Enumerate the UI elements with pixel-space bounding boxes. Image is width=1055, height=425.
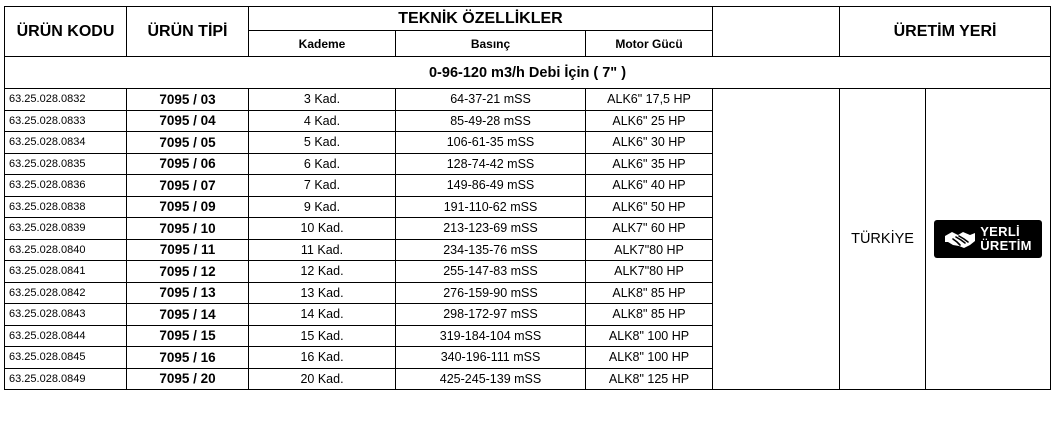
pressure-cell: 276-159-90 mSS	[396, 282, 586, 304]
type-cell: 7095 / 04	[127, 110, 249, 132]
origin-country: TÜRKİYE	[840, 89, 926, 390]
type-cell: 7095 / 16	[127, 347, 249, 369]
stage-cell: 10 Kad.	[249, 218, 396, 240]
code-cell: 63.25.028.0842	[5, 282, 127, 304]
section-title: 0-96-120 m3/h Debi İçin ( 7" )	[5, 57, 1051, 89]
stage-cell: 4 Kad.	[249, 110, 396, 132]
code-cell: 63.25.028.0844	[5, 325, 127, 347]
motor-cell: ALK6" 40 HP	[586, 175, 713, 197]
type-cell: 7095 / 11	[127, 239, 249, 261]
stage-cell: 13 Kad.	[249, 282, 396, 304]
product-rows	[5, 89, 1051, 390]
motor-cell: ALK6" 35 HP	[586, 153, 713, 175]
stage-cell: 16 Kad.	[249, 347, 396, 369]
stage-cell: 6 Kad.	[249, 153, 396, 175]
type-cell: 7095 / 12	[127, 261, 249, 283]
motor-cell: ALK8" 125 HP	[586, 368, 713, 390]
pressure-cell: 85-49-28 mSS	[396, 110, 586, 132]
code-cell: 63.25.028.0849	[5, 368, 127, 390]
pressure-cell: 425-245-139 mSS	[396, 368, 586, 390]
stage-cell: 15 Kad.	[249, 325, 396, 347]
type-cell: 7095 / 10	[127, 218, 249, 240]
code-cell: 63.25.028.0845	[5, 347, 127, 369]
pressure-cell: 298-172-97 mSS	[396, 304, 586, 326]
motor-cell: ALK6" 25 HP	[586, 110, 713, 132]
code-cell: 63.25.028.0833	[5, 110, 127, 132]
pressure-cell: 213-123-69 mSS	[396, 218, 586, 240]
header-motor-power: Motor Gücü	[586, 31, 713, 57]
stage-cell: 9 Kad.	[249, 196, 396, 218]
pressure-cell: 234-135-76 mSS	[396, 239, 586, 261]
motor-cell: ALK7" 60 HP	[586, 218, 713, 240]
motor-cell: ALK8" 100 HP	[586, 347, 713, 369]
header-stage: Kademe	[249, 31, 396, 57]
header-production-place: ÜRETİM YERİ	[840, 7, 1051, 57]
header-pressure: Basınç	[396, 31, 586, 57]
type-cell: 7095 / 07	[127, 175, 249, 197]
motor-cell: ALK8" 85 HP	[586, 282, 713, 304]
type-cell: 7095 / 14	[127, 304, 249, 326]
product-spec-table	[4, 6, 1051, 390]
pressure-cell: 191-110-62 mSS	[396, 196, 586, 218]
pressure-cell: 149-86-49 mSS	[396, 175, 586, 197]
badge-line-1: YERLİ	[980, 224, 1020, 239]
pressure-cell: 319-184-104 mSS	[396, 325, 586, 347]
pressure-cell: 128-74-42 mSS	[396, 153, 586, 175]
pressure-cell: 64-37-21 mSS	[396, 89, 586, 111]
handshake-icon	[944, 227, 976, 251]
badge-cell	[926, 89, 1051, 390]
badge-line-2: ÜRETİM	[980, 238, 1032, 253]
header-product-type: ÜRÜN TİPİ	[127, 7, 249, 57]
code-cell: 63.25.028.0834	[5, 132, 127, 154]
stage-cell: 14 Kad.	[249, 304, 396, 326]
code-cell: 63.25.028.0832	[5, 89, 127, 111]
stage-cell: 5 Kad.	[249, 132, 396, 154]
code-cell: 63.25.028.0838	[5, 196, 127, 218]
motor-cell: ALK8" 85 HP	[586, 304, 713, 326]
type-cell: 7095 / 03	[127, 89, 249, 111]
stage-cell: 7 Kad.	[249, 175, 396, 197]
type-cell: 7095 / 06	[127, 153, 249, 175]
yerli-uretim-badge	[934, 220, 1042, 258]
table-row	[5, 89, 1051, 111]
motor-cell: ALK7"80 HP	[586, 239, 713, 261]
motor-cell: ALK6" 17,5 HP	[586, 89, 713, 111]
pressure-cell: 340-196-111 mSS	[396, 347, 586, 369]
header-technical-specs: TEKNİK ÖZELLİKLER	[249, 7, 713, 31]
type-cell: 7095 / 05	[127, 132, 249, 154]
type-cell: 7095 / 13	[127, 282, 249, 304]
blank-cell	[713, 89, 840, 390]
code-cell: 63.25.028.0839	[5, 218, 127, 240]
code-cell: 63.25.028.0835	[5, 153, 127, 175]
header-product-code: ÜRÜN KODU	[5, 7, 127, 57]
code-cell: 63.25.028.0840	[5, 239, 127, 261]
code-cell: 63.25.028.0843	[5, 304, 127, 326]
code-cell: 63.25.028.0836	[5, 175, 127, 197]
motor-cell: ALK7"80 HP	[586, 261, 713, 283]
pressure-cell: 255-147-83 mSS	[396, 261, 586, 283]
stage-cell: 3 Kad.	[249, 89, 396, 111]
stage-cell: 12 Kad.	[249, 261, 396, 283]
type-cell: 7095 / 15	[127, 325, 249, 347]
stage-cell: 20 Kad.	[249, 368, 396, 390]
stage-cell: 11 Kad.	[249, 239, 396, 261]
type-cell: 7095 / 20	[127, 368, 249, 390]
motor-cell: ALK8" 100 HP	[586, 325, 713, 347]
code-cell: 63.25.028.0841	[5, 261, 127, 283]
motor-cell: ALK6" 30 HP	[586, 132, 713, 154]
pressure-cell: 106-61-35 mSS	[396, 132, 586, 154]
header-blank	[713, 7, 840, 57]
motor-cell: ALK6" 50 HP	[586, 196, 713, 218]
type-cell: 7095 / 09	[127, 196, 249, 218]
